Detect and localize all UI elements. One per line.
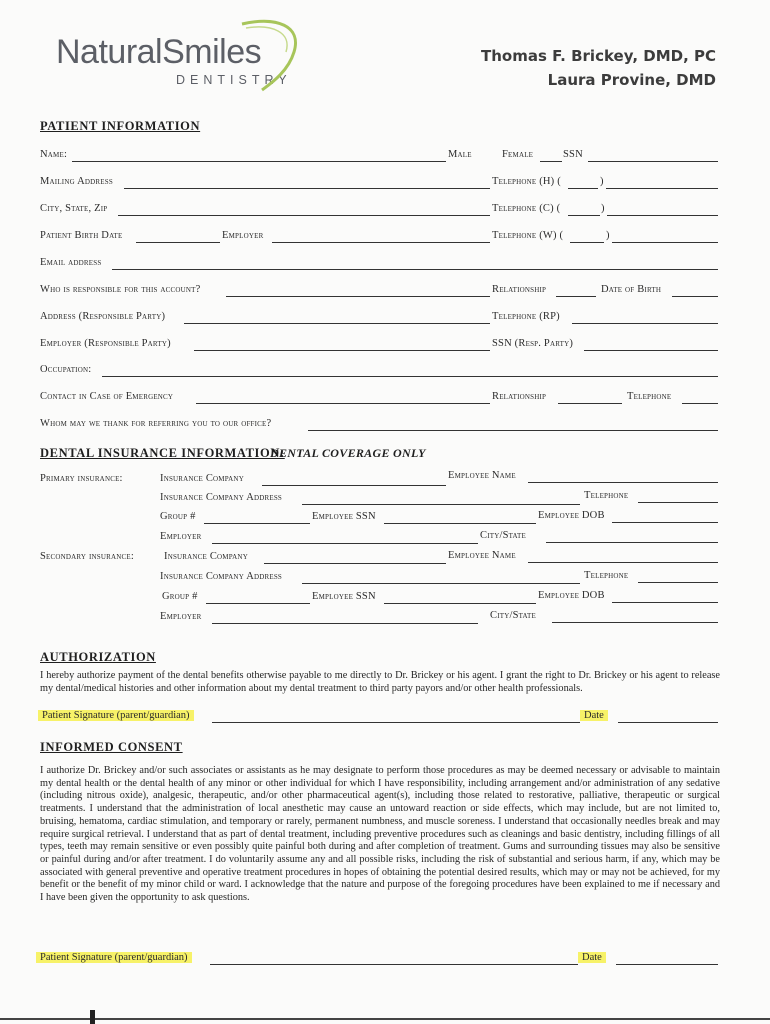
authorization-signature-field[interactable] <box>212 722 580 723</box>
secondary-city-state-field[interactable] <box>552 622 718 623</box>
authorization-text: I hereby authorize payment of the dental benefits otherwise payable to me directly to Dr. Brickey or his agent. I grant the right to Dr. Brickey or his agent to release my dental/medical histories and other information about my dental treatment to third party payors and/or other health professionals. <box>40 670 720 694</box>
primary-insurance-label: Primary insurance: <box>40 473 123 484</box>
logo-subtitle: DENTISTRY <box>176 73 292 87</box>
primary-group-field[interactable] <box>204 523 310 524</box>
referral-field[interactable] <box>308 430 718 431</box>
doctor-name-2: Laura Provine, DMD <box>547 71 716 89</box>
authorization-signature-text: Patient Signature (parent/guardian) <box>38 710 194 721</box>
name-label: Name: <box>40 149 68 160</box>
primary-employer-field[interactable] <box>212 543 478 544</box>
employer-rp-label: Employer (Responsible Party) <box>40 338 171 349</box>
address-rp-field[interactable] <box>184 323 490 324</box>
primary-employer-label: Employer <box>160 531 202 542</box>
primary-company-address-field[interactable] <box>302 504 580 505</box>
emergency-relationship-label: Relationship <box>492 391 547 402</box>
city-state-zip-field[interactable] <box>118 215 490 216</box>
ssn-label: SSN <box>563 149 583 160</box>
occupation-label: Occupation: <box>40 364 92 375</box>
secondary-company-address-label: Insurance Company Address <box>160 571 283 582</box>
secondary-employer-label: Employer <box>160 611 202 622</box>
telephone-cell-label: Telephone (C) ( <box>492 203 561 214</box>
consent-signature-label <box>36 952 192 963</box>
ssn-rp-label: SSN (Resp. Party) <box>492 338 574 349</box>
telephone-home-area[interactable] <box>568 188 598 189</box>
secondary-employee-ssn-field[interactable] <box>384 603 536 604</box>
secondary-employee-dob-field[interactable] <box>612 602 718 603</box>
telephone-work-area[interactable] <box>570 242 604 243</box>
date-of-birth-label: Date of Birth <box>601 284 662 295</box>
email-label: Email address <box>40 257 102 268</box>
secondary-company-field[interactable] <box>264 563 446 564</box>
consent-date-field[interactable] <box>616 964 718 965</box>
secondary-employer-field[interactable] <box>212 623 478 624</box>
employer-field[interactable] <box>272 242 490 243</box>
secondary-telephone-label: Telephone <box>584 570 629 581</box>
employer-rp-field[interactable] <box>194 350 490 351</box>
leaf-swoosh-icon <box>222 14 306 94</box>
informed-consent-text: I authorize Dr. Brickey and/or such associates or assistants as he may designate to perform those procedures as may be deemed necessary or advisable to maintain my dental health or the dental health of any minor or other individual for which I have responsibility, including arrangement and/or administration of any sedative (including nitrous oxide), analgesic, therapeutic, and/or other pharmaceutical agent(s), including those related to restorative, palliative, therapeutic or surgical treatments. I understand that the administration of local anesthetic may cause an untoward reaction or side effects, which may include, but are not limited to, bruising, hematoma, cardiac stimulation, and temporary or rarely, permanent numbness, and muscle soreness. I understand that occasionally needles break and may require surgical retrieval. I understand that as part of dental treatment, including preventive procedures such as cleanings and basic dentistry, including fillings of all types, teeth may remain sensitive or even possibly quite painful both during and after completion of treatment. Gums and surrounding tissues may also be sensitive or painful during and/or after treatment. I do voluntarily assume any and all possible risks, including the risk of substantial and serious harm, if any, which may be associated with general preventive and operative treatment procedures in hopes of obtaining the potential desired results, which may or may not be achieved, for my benefit or the benefit of my minor child or ward. I acknowledge that the nature and purpose of the foregoing procedures have been explained to me if necessary and I have been given the opportunity to ask questions. <box>40 765 720 904</box>
emergency-contact-field[interactable] <box>196 403 490 404</box>
consent-signature-field[interactable] <box>210 964 578 965</box>
ssn-field[interactable] <box>588 161 718 162</box>
logo-wordmark: NaturalSmiles <box>56 33 262 71</box>
responsible-field[interactable] <box>226 296 490 297</box>
telephone-work-field[interactable] <box>612 242 718 243</box>
telephone-home-field[interactable] <box>606 188 718 189</box>
city-state-zip-label: City, State, Zip <box>40 203 108 214</box>
name-field[interactable] <box>72 161 446 162</box>
doctor-name-1: Thomas F. Brickey, DMD, PC <box>481 47 716 65</box>
authorization-signature-label <box>38 710 194 721</box>
secondary-employee-name-field[interactable] <box>528 562 718 563</box>
primary-employee-dob-field[interactable] <box>612 522 718 523</box>
primary-company-label: Insurance Company <box>160 473 244 484</box>
telephone-home-label: Telephone (H) ( <box>492 176 561 187</box>
consent-date-text: Date <box>578 952 606 963</box>
occupation-field[interactable] <box>102 376 718 377</box>
birth-date-field[interactable] <box>136 242 220 243</box>
secondary-company-address-field[interactable] <box>302 583 580 584</box>
primary-company-field[interactable] <box>262 485 446 486</box>
telephone-rp-label: Telephone (RP) <box>492 311 560 322</box>
secondary-employee-dob-label: Employee DOB <box>538 590 605 601</box>
birth-date-label: Patient Birth Date <box>40 230 123 241</box>
paren-close: ) <box>606 230 610 241</box>
secondary-telephone-field[interactable] <box>638 582 718 583</box>
female-checkbox-line[interactable] <box>540 161 562 162</box>
consent-signature-text: Patient Signature (parent/guardian) <box>36 952 192 963</box>
telephone-rp-field[interactable] <box>572 323 718 324</box>
authorization-date-field[interactable] <box>618 722 718 723</box>
emergency-relationship-field[interactable] <box>558 403 622 404</box>
telephone-cell-area[interactable] <box>568 215 600 216</box>
authorization-heading: AUTHORIZATION <box>40 650 156 664</box>
male-label: Male <box>448 149 472 160</box>
secondary-employee-name-label: Employee Name <box>448 550 516 561</box>
consent-date-label <box>578 952 606 963</box>
secondary-group-label: Group # <box>162 591 198 602</box>
page-bottom-rule <box>0 1018 770 1020</box>
female-label: Female <box>502 149 534 160</box>
relationship-label: Relationship <box>492 284 547 295</box>
dental-coverage-subheading: DENTAL COVERAGE ONLY <box>270 446 426 460</box>
primary-group-label: Group # <box>160 511 196 522</box>
secondary-city-state-label: City/State <box>490 610 536 621</box>
primary-employee-ssn-field[interactable] <box>384 523 536 524</box>
mailing-address-field[interactable] <box>124 188 490 189</box>
referral-label: Whom may we thank for referring you to our office? <box>40 418 272 429</box>
primary-telephone-field[interactable] <box>638 502 718 503</box>
secondary-employee-ssn-label: Employee SSN <box>312 591 376 602</box>
responsible-label: Who is responsible for this account? <box>40 284 201 295</box>
secondary-insurance-label: Secondary insurance: <box>40 551 134 562</box>
primary-telephone-label: Telephone <box>584 490 629 501</box>
authorization-date-text: Date <box>580 710 608 721</box>
ssn-rp-field[interactable] <box>584 350 718 351</box>
primary-employee-name-label: Employee Name <box>448 470 516 481</box>
primary-company-address-label: Insurance Company Address <box>160 492 283 503</box>
secondary-group-field[interactable] <box>206 603 310 604</box>
email-field[interactable] <box>112 269 718 270</box>
emergency-telephone-label: Telephone <box>627 391 672 402</box>
address-rp-label: Address (Responsible Party) <box>40 311 166 322</box>
date-of-birth-field[interactable] <box>672 296 718 297</box>
paren-close: ) <box>601 203 605 214</box>
dental-insurance-heading: DENTAL INSURANCE INFORMATION: <box>40 446 285 460</box>
primary-employee-ssn-label: Employee SSN <box>312 511 376 522</box>
paren-close: ) <box>600 176 604 187</box>
primary-city-state-field[interactable] <box>546 542 718 543</box>
emergency-contact-label: Contact in Case of Emergency <box>40 391 174 402</box>
secondary-company-label: Insurance Company <box>164 551 248 562</box>
scan-mark <box>90 1010 95 1024</box>
primary-city-state-label: City/State <box>480 530 526 541</box>
employer-label: Employer <box>222 230 264 241</box>
telephone-cell-field[interactable] <box>607 215 718 216</box>
primary-employee-dob-label: Employee DOB <box>538 510 605 521</box>
mailing-address-label: Mailing Address <box>40 176 113 187</box>
patient-information-heading: PATIENT INFORMATION <box>40 119 201 133</box>
authorization-date-label <box>580 710 608 721</box>
emergency-telephone-field[interactable] <box>682 403 718 404</box>
informed-consent-heading: INFORMED CONSENT <box>40 740 183 754</box>
primary-employee-name-field[interactable] <box>528 482 718 483</box>
telephone-work-label: Telephone (W) ( <box>492 230 564 241</box>
relationship-field[interactable] <box>556 296 596 297</box>
